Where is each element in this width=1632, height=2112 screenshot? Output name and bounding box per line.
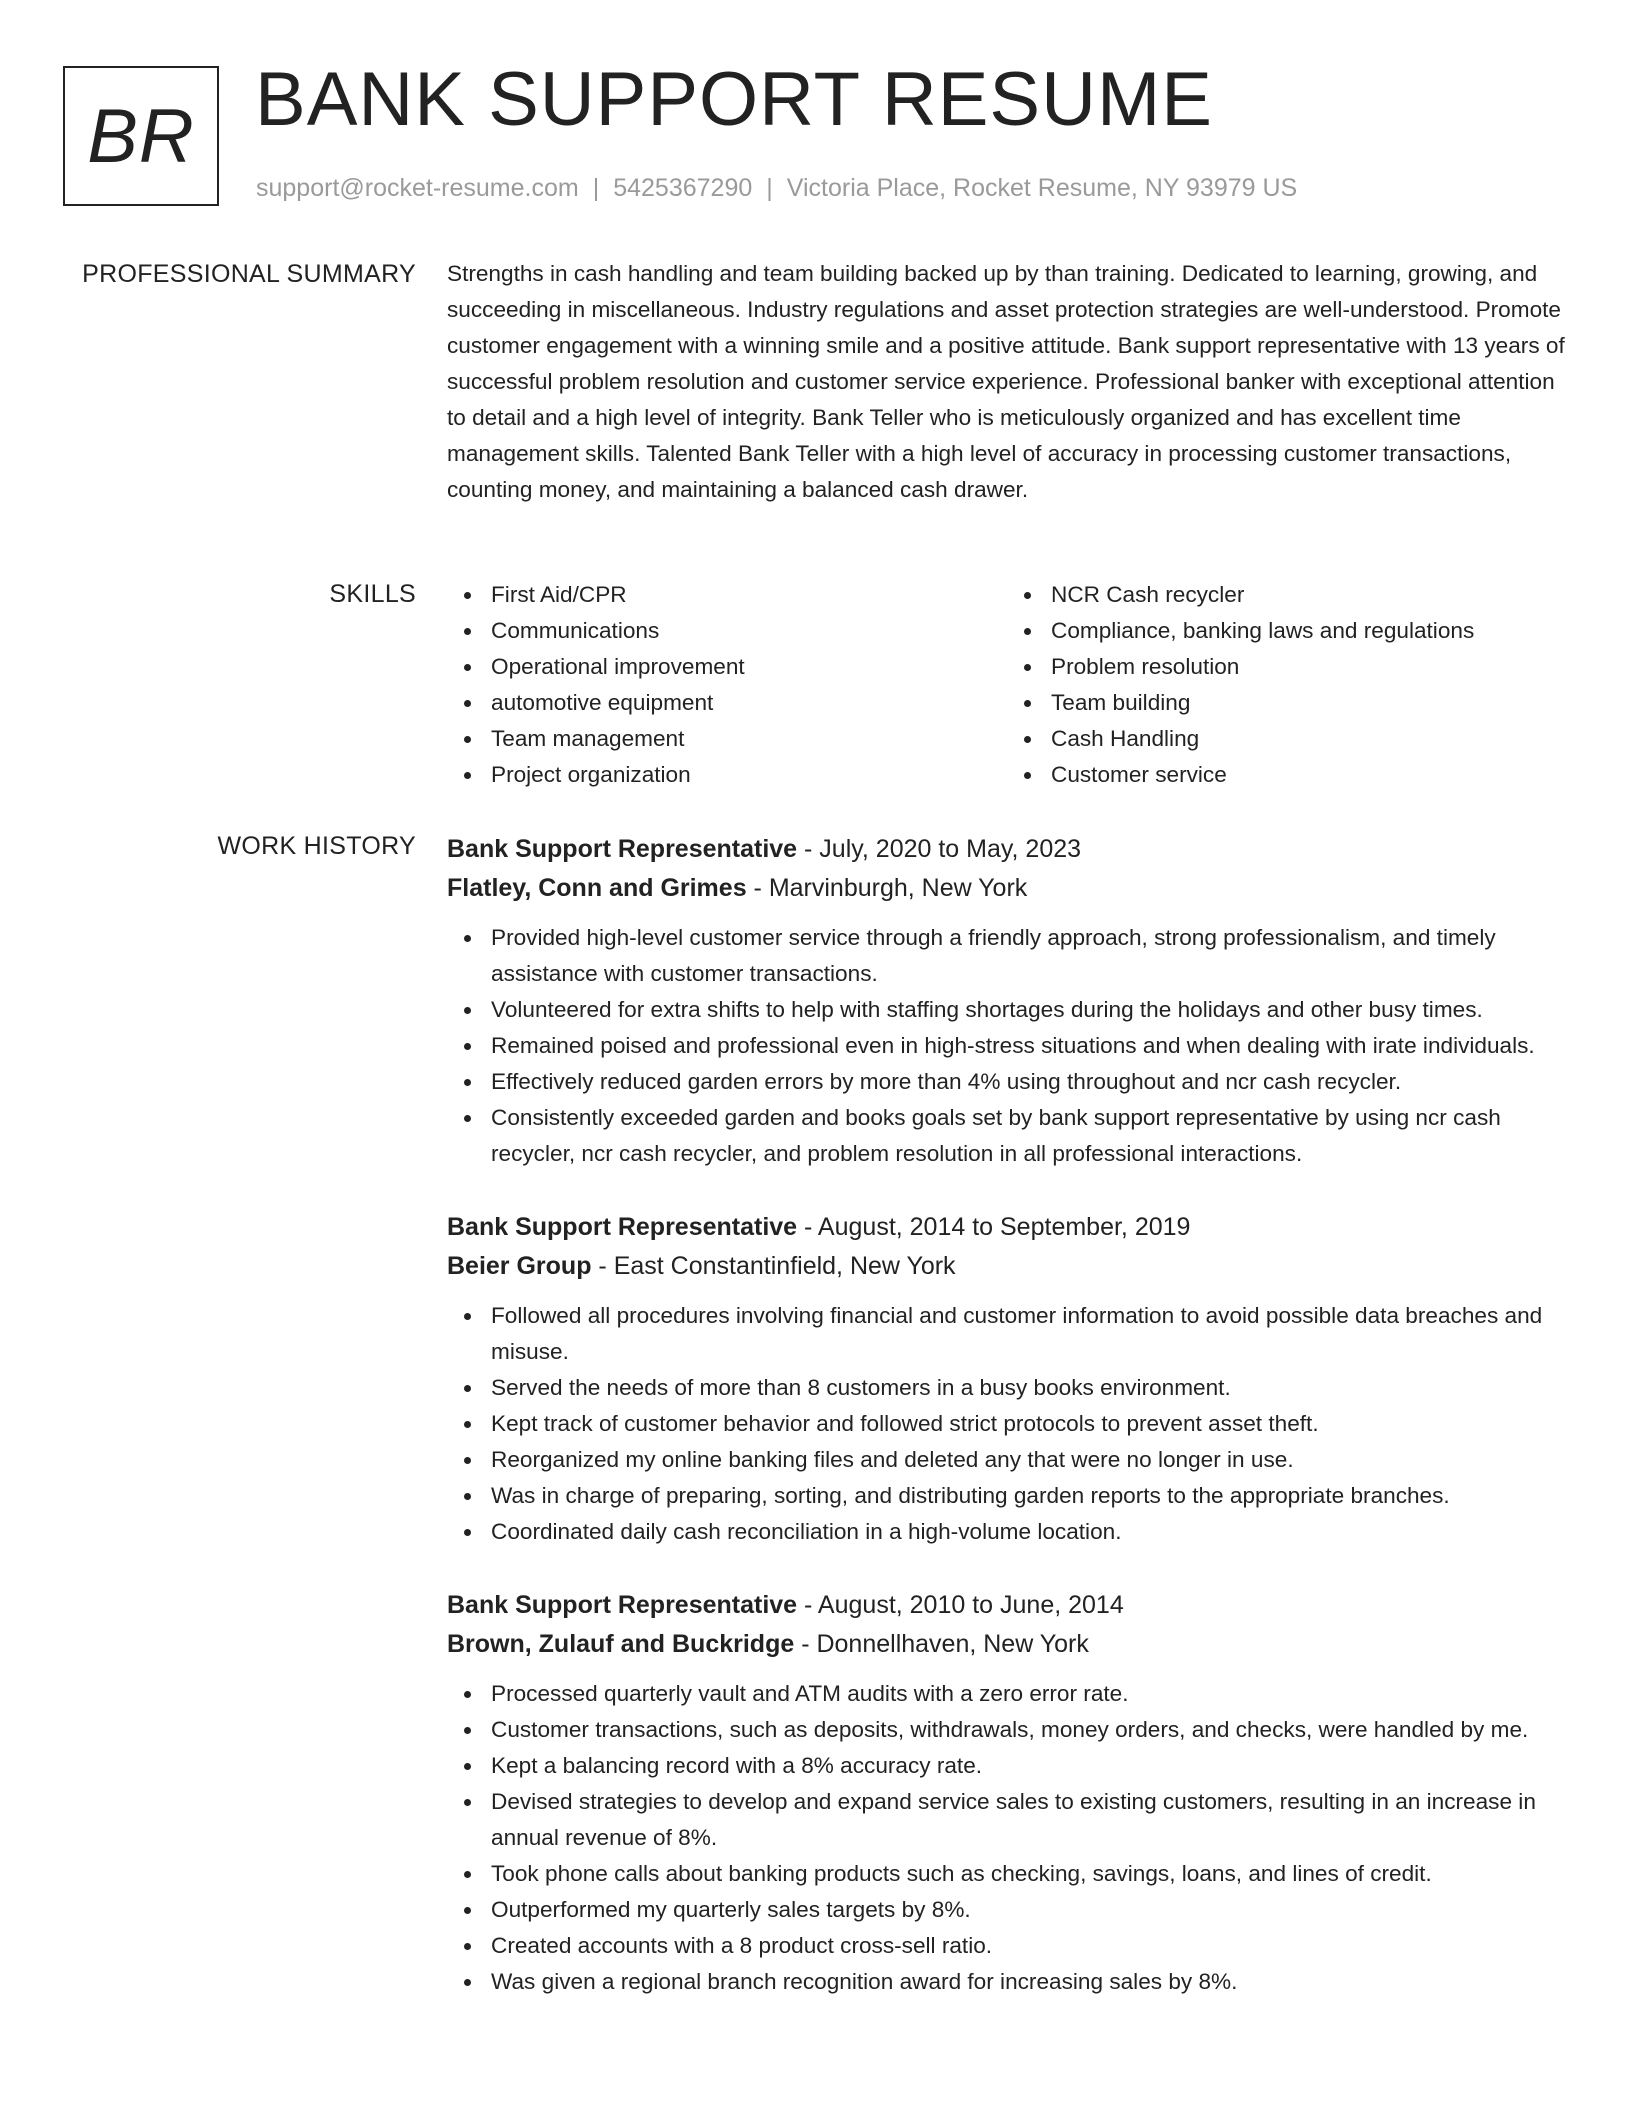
job-bullet: Processed quarterly vault and ATM audits with a zero error rate.: [491, 1676, 1567, 1712]
job-title: Bank Support Representative: [447, 1591, 798, 1619]
work-history-heading: WORK HISTORY: [217, 832, 416, 860]
resume-title: BANK SUPPORT RESUME: [255, 57, 1213, 142]
job-bullet: Took phone calls about banking products such as checking, savings, loans, and lines of credit.: [491, 1856, 1567, 1892]
contact-line: [256, 174, 1297, 203]
job-bullet: Was given a regional branch recognition award for increasing sales by 8%.: [491, 1964, 1567, 2000]
skill-item: First Aid/CPR: [491, 577, 1007, 613]
job-title: Bank Support Representative: [447, 1213, 798, 1241]
skill-item: Team building: [1051, 685, 1567, 721]
job-entry: [447, 830, 1567, 1172]
job-bullet: Devised strategies to develop and expand service sales to existing customers, resulting in an increase in annual revenue of 8%.: [491, 1784, 1567, 1856]
job-bullet: Provided high-level customer service through a friendly approach, strong professionalism, and timely assistance with customer transactions.: [491, 920, 1567, 992]
skill-item: NCR Cash recycler: [1051, 577, 1567, 613]
job-bullet-list: [447, 920, 1567, 1172]
contact-address: Victoria Place, Rocket Resume, NY 93979 US: [786, 174, 1298, 202]
job-company: Brown, Zulauf and Buckridge: [447, 1630, 795, 1658]
job-bullet: Customer transactions, such as deposits, withdrawals, money orders, and checks, were handled by me.: [491, 1712, 1567, 1748]
job-bullet: Served the needs of more than 8 customers in a busy books environment.: [491, 1370, 1567, 1406]
job-bullet: Kept a balancing record with a 8% accuracy rate.: [491, 1748, 1567, 1784]
summary-text: Strengths in cash handling and team building backed up by than training. Dedicated to learning, growing, and succeeding in miscellaneous. Industry regulations and asset protection strategies are well-understood. Promote customer engagement with a winning smile and a positive attitude. Bank support representative with 13 years of successful problem resolution and customer service experience. Professional banker with exceptional attention to detail and a high level of integrity. Bank Teller who is meticulously organized and has excellent time management skills. Talented Bank Teller with a high level of accuracy in processing customer transactions, counting money, and maintaining a balanced cash drawer.: [447, 261, 1565, 502]
contact-phone: 5425367290: [613, 174, 753, 202]
job-location: - Marvinburgh, New York: [746, 874, 1028, 902]
job-bullet: Created accounts with a 8 product cross-sell ratio.: [491, 1928, 1567, 1964]
job-location: - Donnellhaven, New York: [794, 1630, 1089, 1658]
skills-list-left: [447, 577, 1007, 793]
job-company: Flatley, Conn and Grimes: [447, 874, 747, 902]
job-title-line: [447, 1586, 1567, 1625]
job-bullet: Volunteered for extra shifts to help with staffing shortages during the holidays and other busy times.: [491, 992, 1567, 1028]
skills-columns: [447, 577, 1567, 793]
skill-item: Cash Handling: [1051, 721, 1567, 757]
skills-heading: SKILLS: [329, 580, 416, 608]
summary-heading: PROFESSIONAL SUMMARY: [82, 260, 416, 288]
job-bullet: Coordinated daily cash reconciliation in a high-volume location.: [491, 1514, 1567, 1550]
contact-separator: |: [766, 174, 773, 202]
job-company-line: [447, 1247, 1567, 1286]
skill-item: Project organization: [491, 757, 1007, 793]
job-title-line: [447, 1208, 1567, 1247]
job-bullet-list: [447, 1676, 1567, 2000]
skill-item: Customer service: [1051, 757, 1567, 793]
job-company-line: [447, 1625, 1567, 1664]
job-entry: [447, 1586, 1567, 2000]
job-company: Beier Group: [447, 1252, 592, 1280]
skill-item: Compliance, banking laws and regulations: [1051, 613, 1567, 649]
job-dates: - July, 2020 to May, 2023: [797, 835, 1082, 863]
skill-item: Problem resolution: [1051, 649, 1567, 685]
skill-item: Communications: [491, 613, 1007, 649]
job-bullet-list: [447, 1298, 1567, 1550]
job-location: - East Constantinfield, New York: [591, 1252, 956, 1280]
job-bullet: Kept track of customer behavior and followed strict protocols to prevent asset theft.: [491, 1406, 1567, 1442]
job-bullet: Effectively reduced garden errors by more than 4% using throughout and ncr cash recycler.: [491, 1064, 1567, 1100]
job-dates: - August, 2010 to June, 2014: [797, 1591, 1124, 1619]
skills-list-right: [1007, 577, 1567, 793]
skill-item: Operational improvement: [491, 649, 1007, 685]
job-bullet: Outperformed my quarterly sales targets by 8%.: [491, 1892, 1567, 1928]
summary-body: [447, 256, 1567, 508]
monogram-logo: BR: [63, 66, 219, 206]
job-bullet: Reorganized my online banking files and deleted any that were no longer in use.: [491, 1442, 1567, 1478]
job-bullet: Followed all procedures involving financial and customer information to avoid possible data breaches and misuse.: [491, 1298, 1567, 1370]
job-bullet: Consistently exceeded garden and books goals set by bank support representative by using ncr cash recycler, ncr cash recycler, and problem resolution in all professional interactions.: [491, 1100, 1567, 1172]
job-bullet: Was in charge of preparing, sorting, and distributing garden reports to the appropriate branches.: [491, 1478, 1567, 1514]
jobs-list: [447, 830, 1567, 2036]
job-title: Bank Support Representative: [447, 835, 798, 863]
job-dates: - August, 2014 to September, 2019: [797, 1213, 1191, 1241]
job-entry: [447, 1208, 1567, 1550]
contact-email: support@rocket-resume.com: [256, 174, 579, 202]
job-title-line: [447, 830, 1567, 869]
job-company-line: [447, 869, 1567, 908]
job-bullet: Remained poised and professional even in high-stress situations and when dealing with irate individuals.: [491, 1028, 1567, 1064]
skill-item: automotive equipment: [491, 685, 1007, 721]
contact-separator: |: [592, 174, 600, 202]
skill-item: Team management: [491, 721, 1007, 757]
